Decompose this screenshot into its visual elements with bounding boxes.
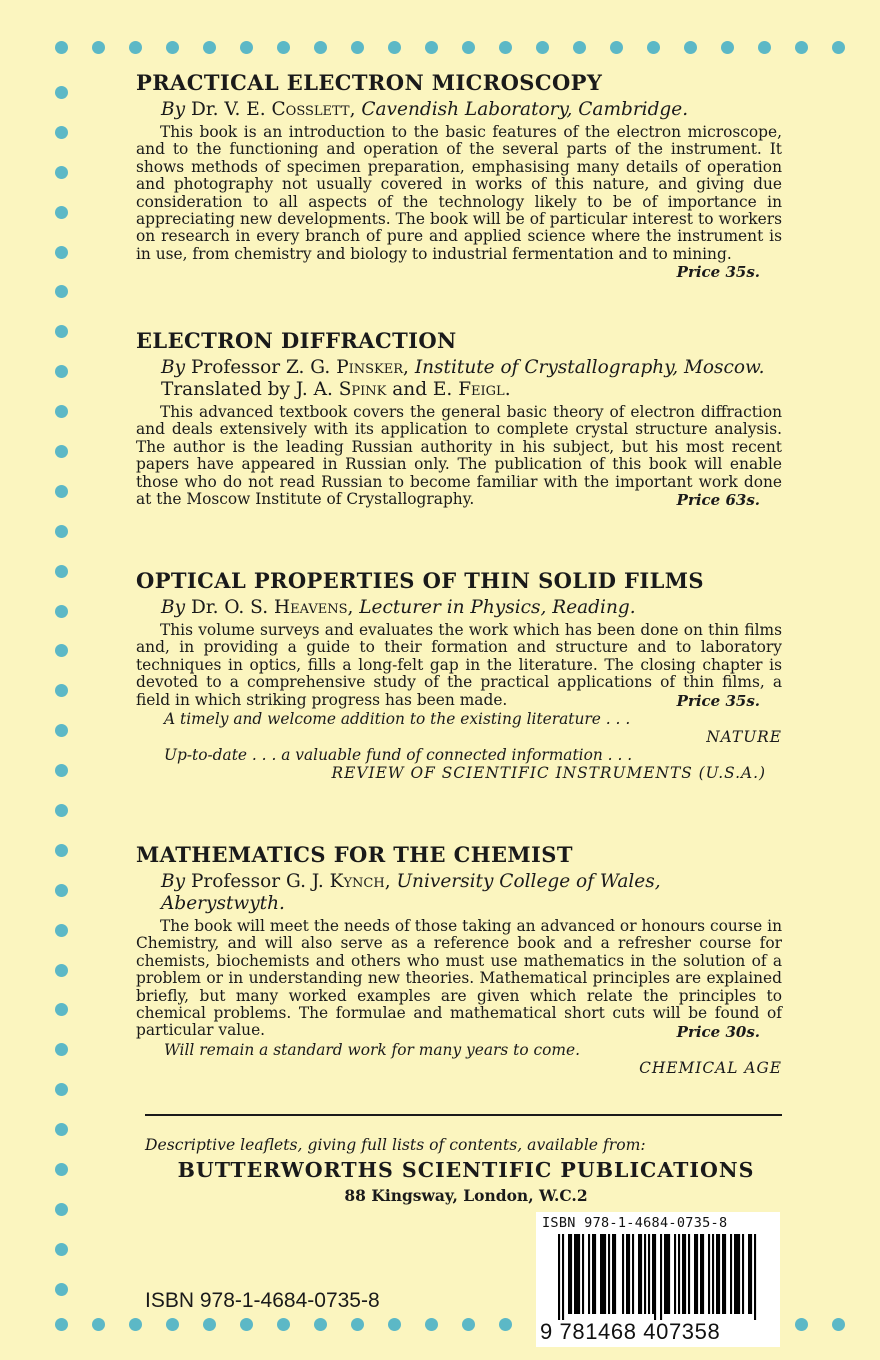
book-entry — [136, 842, 782, 1077]
barcode-bar — [574, 1234, 576, 1314]
border-dot — [55, 565, 68, 578]
barcode-bar — [694, 1234, 696, 1314]
barcode-bar — [600, 1234, 602, 1314]
byline-by: By — [161, 99, 186, 120]
border-dot — [55, 804, 68, 817]
barcode-bar — [578, 1234, 580, 1314]
border-dot — [129, 41, 142, 54]
border-dot — [351, 41, 364, 54]
border-dot — [388, 41, 401, 54]
border-dot — [832, 41, 845, 54]
barcode-bar — [736, 1234, 738, 1314]
border-dot — [55, 844, 68, 857]
author-suffix: , — [403, 357, 415, 378]
barcode-bar — [702, 1234, 704, 1314]
border-dot — [647, 41, 660, 54]
book-title: MATHEMATICS FOR THE CHEMIST — [136, 842, 573, 867]
translator-surname: Feigl — [458, 379, 505, 400]
border-dot — [684, 41, 697, 54]
barcode-bar — [674, 1234, 676, 1314]
border-dot — [55, 684, 68, 697]
author-affiliation: Institute of Crystallography, Moscow. — [414, 357, 765, 378]
author-suffix: , — [384, 871, 397, 892]
book-description: This book is an introduction to the basic features of the electron microscope, and to the functioning and operation of the several parts of the instrument. It shows methods of specimen preparation, emphasising many details of operation and photography not usually covered in works of this nature, and giving due consideration to all aspects of the technology likely to be of importance in appreciating new developments. The book will be of particular interest to workers on research in every branch of pure and applied science where the instrument is in use, from chemistry and biology to industrial fermentation and to mining. — [136, 123, 782, 263]
review-quote: Up-to-date . . . a valuable fund of connected information . . . — [164, 746, 633, 765]
border-dot — [314, 1318, 327, 1331]
border-dot — [55, 325, 68, 338]
barcode-bar — [724, 1234, 726, 1314]
barcode-bar — [708, 1234, 710, 1314]
barcode-bar — [730, 1234, 732, 1314]
barcode-digits: 9 781468 407358 — [540, 1319, 721, 1344]
author-prefix: Dr. V. E. — [190, 99, 272, 120]
barcode-bar — [576, 1234, 578, 1314]
barcode-bars — [558, 1234, 758, 1320]
barcode-isbn-label: ISBN 978-1-4684-0735-8 — [542, 1215, 728, 1231]
author-prefix: Professor Z. G. — [190, 357, 337, 378]
barcode-bar — [754, 1234, 756, 1320]
byline-by: By — [161, 871, 186, 892]
border-dot — [425, 41, 438, 54]
barcode-bar — [568, 1234, 570, 1314]
border-dot — [166, 41, 179, 54]
barcode-bar — [716, 1234, 718, 1314]
barcode-bar — [604, 1234, 606, 1314]
barcode-bar — [594, 1234, 596, 1314]
border-dot — [832, 1318, 845, 1331]
barcode-bar — [640, 1234, 642, 1314]
book-description: The book will meet the needs of those taking an advanced or honours course in Chemistry, and will also serve as a reference book and a refresher course for chemists, biochemists and others who must use mathematics in the solution of a problem or in understanding new theories. Mathematical principles are explained briefly, but many worked examples are given which relate the principles to chemical problems. The formulae and mathematical short cuts will be found of particular value. — [136, 917, 782, 1040]
translator-surname: Spink — [338, 379, 387, 400]
barcode-bar — [668, 1234, 670, 1314]
barcode-bar — [664, 1234, 666, 1314]
border-dot — [55, 1318, 68, 1331]
book-byline — [136, 357, 782, 401]
author-prefix: Professor G. J. — [190, 871, 330, 892]
border-dot — [203, 1318, 216, 1331]
book-byline — [136, 871, 782, 915]
barcode-bar — [660, 1234, 662, 1320]
barcode-bar — [644, 1234, 646, 1314]
review-source: REVIEW OF SCIENTIFIC INSTRUMENTS (U.S.A.) — [331, 764, 766, 783]
author-affiliation: Cavendish Laboratory, Cambridge. — [361, 99, 689, 120]
border-dot — [166, 1318, 179, 1331]
barcode-bar — [632, 1234, 634, 1314]
barcode-bar — [562, 1234, 564, 1320]
border-dot — [92, 41, 105, 54]
book-description: This advanced textbook covers the general basic theory of electron diffraction and deals extensively with its application to complete crystal structure analysis. The author is the leading Russian authority in his subject, but his most recent papers have appeared in Russian only. The publication of this book will enable those who do not read Russian to become familiar with the important work done at the Moscow Institute of Crystallography. — [136, 403, 782, 509]
book-byline — [136, 99, 782, 121]
border-dot — [758, 41, 771, 54]
border-dot — [55, 605, 68, 618]
barcode-bar — [622, 1234, 624, 1314]
translation-text: Translated by J. A. — [161, 379, 339, 400]
border-dot — [203, 41, 216, 54]
barcode-bar — [688, 1234, 690, 1314]
border-dot — [55, 285, 68, 298]
border-dot — [795, 1318, 808, 1331]
border-dot — [55, 246, 68, 259]
border-dot — [55, 365, 68, 378]
border-dot — [499, 1318, 512, 1331]
author-affiliation: University College of Wales, Aberystwyth. — [161, 871, 661, 914]
barcode-bar — [734, 1234, 736, 1314]
border-dot — [55, 445, 68, 458]
barcode-bar — [712, 1234, 714, 1314]
book-entry — [136, 568, 782, 782]
barcode-bar — [722, 1234, 724, 1314]
author-surname: Heavens — [273, 597, 348, 618]
review-source: CHEMICAL AGE — [639, 1058, 782, 1077]
barcode-bar — [678, 1234, 680, 1314]
barcode-bar — [608, 1234, 610, 1314]
barcode-bar — [738, 1234, 740, 1314]
barcode-bar — [718, 1234, 720, 1314]
book-price: Price 35s. — [676, 263, 760, 282]
barcode-bar — [654, 1234, 656, 1320]
barcode-bar — [614, 1234, 616, 1314]
border-dot — [425, 1318, 438, 1331]
border-dot — [55, 166, 68, 179]
border-dot — [240, 41, 253, 54]
border-dot — [55, 126, 68, 139]
author-surname: Cosslett — [271, 99, 350, 120]
border-dot — [55, 964, 68, 977]
border-dot — [55, 1123, 68, 1136]
book-entry — [136, 328, 782, 509]
barcode-bar — [682, 1234, 684, 1314]
barcode-bar — [626, 1234, 628, 1314]
border-dot — [721, 41, 734, 54]
leaflets-note: Descriptive leaflets, giving full lists of contents, available from: — [145, 1136, 646, 1154]
border-dot — [277, 41, 290, 54]
barcode-bar — [612, 1234, 614, 1314]
barcode-bar — [748, 1234, 750, 1314]
border-dot — [55, 485, 68, 498]
review-source: NATURE — [706, 728, 782, 747]
barcode-bar — [588, 1234, 590, 1314]
book-title: ELECTRON DIFFRACTION — [136, 328, 457, 353]
author-surname: Pinsker — [336, 357, 404, 378]
border-dot — [55, 1003, 68, 1016]
barcode-bar — [652, 1234, 654, 1314]
border-dot — [462, 41, 475, 54]
border-dot — [240, 1318, 253, 1331]
border-dot — [351, 1318, 364, 1331]
border-dot — [573, 41, 586, 54]
barcode-bar — [570, 1234, 572, 1314]
barcode-bar — [666, 1234, 668, 1314]
border-dot — [92, 1318, 105, 1331]
barcode-bar — [750, 1234, 752, 1314]
barcode-bar — [592, 1234, 594, 1314]
book-description: This volume surveys and evaluates the work which has been done on thin films and, in providing a guide to their formation and structure and to laboratory techniques in optics, fills a long-felt gap in the literature. The closing chapter is devoted to a comprehensive study of the practical applications of thin films, a field in which striking progress has been made. — [136, 621, 782, 709]
border-dot — [129, 1318, 142, 1331]
barcode-bar — [628, 1234, 630, 1314]
review-quote: A timely and welcome addition to the existing literature . . . — [164, 710, 631, 729]
border-dot — [55, 1043, 68, 1056]
author-affiliation: Lecturer in Physics, Reading. — [359, 597, 636, 618]
author-suffix: , — [347, 597, 360, 618]
border-dot — [277, 1318, 290, 1331]
book-entry — [136, 70, 782, 281]
barcode-bar — [582, 1234, 584, 1314]
byline-by: By — [161, 597, 186, 618]
barcode-bar — [638, 1234, 640, 1314]
border-dot — [55, 644, 68, 657]
author-surname: Kynch — [329, 871, 385, 892]
book-title: PRACTICAL ELECTRON MICROSCOPY — [136, 70, 603, 95]
border-dot — [55, 86, 68, 99]
border-dot — [55, 884, 68, 897]
dot-border-top — [55, 41, 845, 55]
border-dot — [55, 1163, 68, 1176]
border-dot — [55, 41, 68, 54]
border-dot — [462, 1318, 475, 1331]
isbn-text: ISBN 978-1-4684-0735-8 — [145, 1289, 380, 1312]
border-dot — [499, 41, 512, 54]
translation-and: and E. — [386, 379, 459, 400]
divider-rule — [145, 1114, 782, 1116]
barcode — [536, 1212, 780, 1347]
border-dot — [610, 41, 623, 54]
border-dot — [55, 924, 68, 937]
border-dot — [314, 41, 327, 54]
border-dot — [55, 1283, 68, 1296]
translation-end: . — [504, 379, 511, 400]
border-dot — [55, 724, 68, 737]
border-dot — [388, 1318, 401, 1331]
border-dot — [55, 405, 68, 418]
border-dot — [55, 1083, 68, 1096]
publisher-address: 88 Kingsway, London, W.C.2 — [344, 1186, 588, 1205]
author-suffix: , — [349, 99, 362, 120]
border-dot — [55, 206, 68, 219]
border-dot — [55, 1243, 68, 1256]
publisher-name: BUTTERWORTHS SCIENTIFIC PUBLICATIONS — [177, 1158, 755, 1182]
border-dot — [55, 1203, 68, 1216]
book-title: OPTICAL PROPERTIES OF THIN SOLID FILMS — [136, 568, 704, 593]
book-byline — [136, 597, 782, 619]
barcode-bar — [602, 1234, 604, 1314]
border-dot — [55, 525, 68, 538]
border-dot — [536, 41, 549, 54]
barcode-bar — [558, 1234, 560, 1320]
book-price: Price 30s. — [676, 1022, 760, 1041]
barcode-bar — [684, 1234, 686, 1314]
byline-by: By — [161, 357, 186, 378]
barcode-bar — [700, 1234, 702, 1314]
barcode-bar — [742, 1234, 744, 1314]
review-quote: Will remain a standard work for many years to come. — [164, 1040, 580, 1059]
book-price: Price 35s. — [676, 692, 760, 711]
border-dot — [55, 764, 68, 777]
barcode-bar — [648, 1234, 650, 1314]
book-price: Price 63s. — [676, 491, 760, 510]
dot-border-left — [55, 86, 69, 1296]
border-dot — [795, 41, 808, 54]
author-prefix: Dr. O. S. — [190, 597, 274, 618]
barcode-bar — [696, 1234, 698, 1314]
